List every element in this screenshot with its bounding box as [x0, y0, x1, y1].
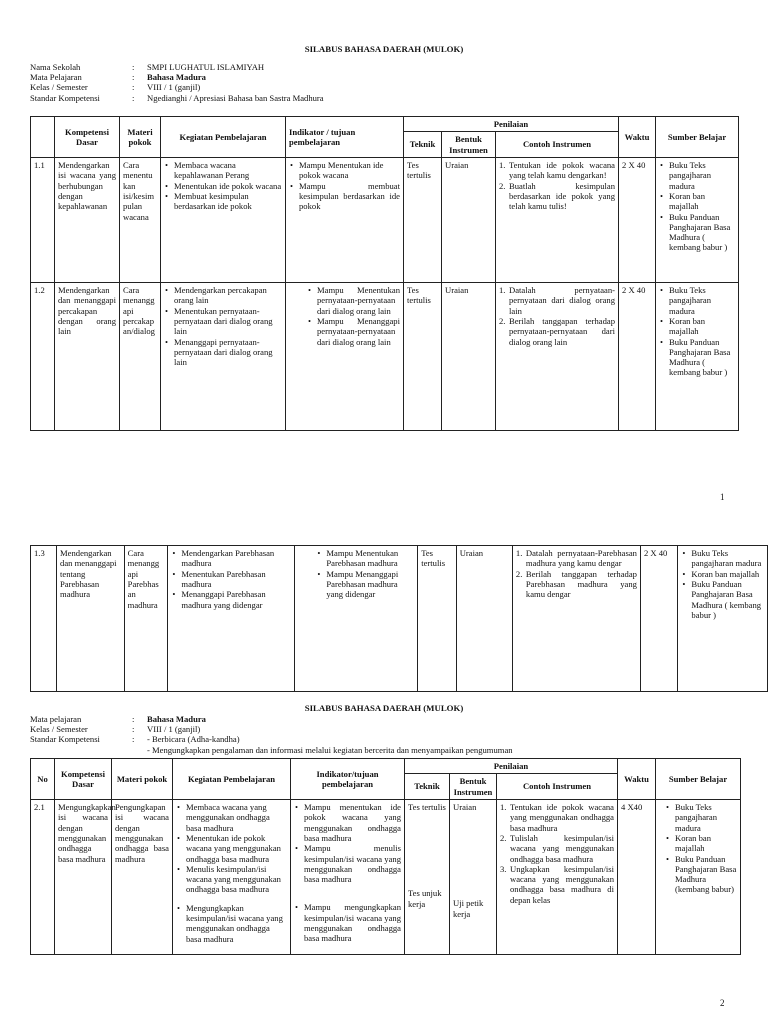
bentuk-text: Uraian: [453, 801, 477, 812]
list-item-text: Berilah tanggapan terhadap Parebhasan madhura yang kamu dengar: [525, 568, 637, 600]
page1-title: SILABUS BAHASA DAERAH (MULOK): [304, 44, 464, 54]
header-bentuk: Bentuk Instrumen: [442, 132, 496, 158]
meta-value: Bahasa Madura: [147, 714, 206, 724]
list-item: • Mampu menentukan ide pokok wacana yang menggunakan ondhagga basa madhura: [294, 802, 401, 843]
header-waktu: Waktu: [619, 117, 656, 158]
meta-value: - Mengungkapkan pengalaman dan informasi melalui kegiatan bercerita dan menyampaikan pengumuman: [147, 744, 513, 755]
list-item-text: Tentukan ide pokok wacana yang menggunakan ondhagga basa madhura: [510, 801, 614, 833]
row-number: 1.3: [31, 546, 57, 692]
bentuk-cell: Uraian: [442, 282, 496, 430]
header-waktu: Waktu: [618, 759, 656, 800]
kompetensi-cell: Mendengarkan dan menanggapi percakapan dengan orang lain: [55, 282, 120, 430]
header-teknik: Teknik: [405, 774, 450, 800]
syllabus-table-continued: [30, 545, 768, 692]
list-item: • Mampu mengungkapkan kesimpulan/isi wacana yang menggunakan ondhagga basa madhura: [294, 902, 401, 943]
page1-meta: [30, 62, 730, 103]
waktu-cell: 2 X 40: [619, 157, 656, 282]
list-item: • Koran ban majallah: [659, 316, 735, 337]
list-item: • Mendengarkan percakapan orang lain: [164, 285, 282, 306]
meta-label: [30, 745, 132, 755]
table-row: [31, 799, 741, 954]
header-contoh: Contoh Instrumen: [497, 774, 618, 800]
colon: :: [132, 734, 135, 745]
teknik-cell: Tes tertulis: [404, 282, 442, 430]
list-item: • Membuat kesimpulan berdasarkan ide pokok: [164, 191, 282, 212]
bentuk-cell: Uraian: [442, 157, 496, 282]
meta-label: Nama Sekolah: [30, 62, 81, 72]
list-item: • Menanggapi Parebhasan madhura yang didengar: [171, 589, 291, 610]
list-item: • Koran ban majallah: [665, 833, 737, 854]
sumber-cell: [678, 546, 768, 692]
meta-label: Standar Kompetensi: [30, 734, 100, 745]
indikator-cell: [291, 799, 405, 954]
list-item: • Koran ban majallah: [659, 191, 735, 212]
colon: :: [132, 72, 135, 83]
list-item: • Menentukan pernyataan-pernyataan dari dialog orang lain: [164, 306, 282, 337]
list-item: 2. Berilah tanggapan terhadap pernyataan-pernyataan dari dialog orang lain: [499, 315, 615, 347]
list-item: • Mengungkapkan kesimpulan/isi wacana yang menggunakan ondhagga basa madhura: [176, 903, 287, 944]
header-penilaian: Penilaian: [405, 759, 618, 774]
list-item: • Membaca wacana kepahlawanan Perang: [164, 160, 282, 181]
list-item: • Buku Panduan Panghajaran Basa Madhura (kembang babur): [665, 854, 737, 895]
list-item: 1. Datalah pernyataan-Parebhasan madhura yang kamu dengar: [515, 548, 637, 569]
meta-label: Kelas / Semester: [30, 724, 88, 735]
bentuk-cell: [450, 799, 497, 954]
meta-value: VIII / 1 (ganjil): [147, 724, 201, 735]
contoh-cell: [496, 157, 619, 282]
waktu-cell: 2 X 40: [619, 282, 656, 430]
colon: :: [132, 62, 135, 72]
list-item: • Menentukan ide pokok wacana yang menggunakan ondhagga basa madhura: [176, 833, 287, 864]
list-item: • Buku Teks pangajharan madura: [659, 285, 735, 316]
meta-value: Bahasa Madura: [147, 72, 206, 83]
teknik-cell: Tes tertulis: [418, 546, 457, 692]
materi-cell: Cara menangg api percakap an/dialog: [120, 282, 161, 430]
kompetensi-cell: Mendengarkan isi wacana yang berhubungan dengan kepahlawanan: [55, 157, 120, 282]
indikator-cell: [286, 282, 404, 430]
header-kegiatan: Kegiatan Pembelajaran: [173, 759, 291, 800]
list-item: 2. Buatlah kesimpulan berdasarkan ide pokok yang telah kamu tulis!: [499, 180, 615, 212]
meta-value: VIII / 1 (ganjil): [147, 82, 201, 93]
materi-cell: Cara menangg api Parebhas an madhura: [124, 546, 168, 692]
list-item: • Menanggapi pernyataan-pernyataan dari dialog orang lain: [164, 337, 282, 368]
list-item: • Koran ban majallah: [681, 569, 764, 579]
list-item-text: Berilah tanggapan terhadap pernyataan-pernyataan dari dialog orang lain: [509, 315, 615, 347]
kegiatan-cell: [168, 546, 295, 692]
list-item: • Menentukan ide pokok wacana: [164, 181, 282, 191]
header-kegiatan: Kegiatan Pembelajaran: [161, 117, 286, 158]
page2-title: SILABUS BAHASA DAERAH (MULOK): [304, 703, 464, 713]
header-teknik: Teknik: [404, 132, 442, 158]
header-materi: Materi pokok: [112, 759, 173, 800]
list-item: • Mendengarkan Parebhasan madhura: [171, 548, 291, 569]
table-row: [31, 157, 739, 282]
list-item: • Buku Teks pangajharan madura: [665, 802, 737, 833]
meta-value: SMPI LUGHATUL ISLAMIYAH: [147, 62, 265, 72]
list-item: 2. Berilah tanggapan terhadap Parebhasan madhura yang kamu dengar: [515, 568, 637, 600]
header-bentuk: Bentuk Instrumen: [450, 774, 497, 800]
header-sumber: Sumber Belajar: [656, 117, 739, 158]
contoh-cell: [497, 799, 618, 954]
sumber-cell: [656, 799, 741, 954]
list-item: • Buku Panduan Panghajaran Basa Madhura ( kembang babur ): [681, 579, 764, 620]
contoh-cell: [512, 546, 640, 692]
meta-label: Standar Kompetensi: [30, 92, 100, 103]
kegiatan-cell: [161, 157, 286, 282]
colon: :: [132, 714, 135, 724]
list-item-text: Tulislah kesimpulan/isi wacana yang menggunakan ondhagga basa madhura: [510, 832, 614, 864]
teknik-cell: Tes tertulis: [404, 157, 442, 282]
colon: :: [132, 82, 135, 93]
bentuk-text: Uji petik kerja: [453, 898, 484, 919]
header-indikator: Indikator / tujuan pembelajaran: [286, 117, 404, 158]
list-item: • Mampu menulis kesimpulan/isi wacana yang menggunakan ondhagga basa madhura: [294, 843, 401, 884]
list-item: • Mampu Menentukan Parebhasan madhura: [316, 548, 414, 569]
list-item: • Menentukan Parebhasan madhura: [171, 569, 291, 590]
header-no: No: [31, 759, 55, 800]
colon: :: [132, 92, 135, 103]
header-contoh: Contoh Instrumen: [496, 132, 619, 158]
list-item: • Mampu Menentukan ide pokok wacana: [289, 160, 400, 181]
page-number: 2: [720, 998, 725, 1008]
row-number: 1.1: [31, 157, 55, 282]
list-item: • Buku Teks pangajharan madura: [659, 160, 735, 191]
page2-meta: [30, 714, 730, 755]
teknik-cell: [405, 799, 450, 954]
list-item: 2. Tulislah kesimpulan/isi wacana yang menggunakan ondhagga basa madhura: [500, 832, 614, 864]
header-kompetensi: Kompetensi Dasar: [55, 759, 112, 800]
meta-value: Ngedianghi / Apresiasi Bahasa ban Sastra Madhura: [147, 92, 324, 103]
waktu-cell: 2 X 40: [640, 546, 677, 692]
waktu-cell: 4 X40: [618, 799, 656, 954]
materi-cell: Pengungkapan isi wacana dengan menggunakan ondhagga basa madhura: [112, 799, 173, 954]
materi-cell: Cara menentu kan isi/kesim pulan wacana: [120, 157, 161, 282]
meta-label: Mata Pelajaran: [30, 72, 82, 83]
meta-label: Mata pelajaran: [30, 714, 82, 724]
list-item-text: Tentukan ide pokok wacana yang telah kamu dengarkan!: [509, 159, 615, 181]
teknik-text: Tes unjuk kerja: [408, 888, 442, 909]
list-item: 1. Tentukan ide pokok wacana yang telah kamu dengarkan!: [499, 159, 615, 181]
kompetensi-cell: Mendengarkan dan menanggapi tentang Parebhasan madhura: [57, 546, 125, 692]
row-number: 1.2: [31, 282, 55, 430]
header-materi: Materi pokok: [120, 117, 161, 158]
header-indikator: Indikator/tujuan pembelajaran: [291, 759, 405, 800]
list-item: • Buku Teks pangajharan madura: [681, 548, 764, 569]
meta-value: - Berbicara (Adha-kandha): [147, 734, 240, 745]
list-item-text: Datalah pernyataan-Parebhasan madhura yang kamu dengar: [525, 548, 637, 569]
syllabus-table-2: [30, 758, 741, 955]
teknik-text: Tes tertulis: [408, 801, 446, 812]
meta-label: Kelas / Semester: [30, 82, 88, 93]
list-item-text: Buatlah kesimpulan berdasarkan ide pokok yang telah kamu tulis!: [509, 180, 615, 212]
table-row: [31, 282, 739, 430]
list-item: • Buku Panduan Panghajaran Basa Madhura ( kembang babur ): [659, 337, 735, 378]
list-item: 3. Ungkapkan kesimpulan/isi wacana yang menggunakan ondhagga basa madhura di depan kelas: [500, 863, 614, 905]
row-number: 2.1: [31, 799, 55, 954]
header-no: [31, 117, 55, 158]
list-item: 1. Tentukan ide pokok wacana yang menggunakan ondhagga basa madhura: [500, 801, 614, 833]
list-item: • Menulis kesimpulan/isi wacana yang menggunakan ondhagga basa madhura: [176, 864, 287, 895]
kegiatan-cell: [161, 282, 286, 430]
list-item: • Buku Panduan Panghajaran Basa Madhura ( kembang babur ): [659, 212, 735, 253]
sumber-cell: [656, 282, 739, 430]
kegiatan-cell: [173, 799, 291, 954]
list-item: • Mampu membuat kesimpulan berdasarkan ide pokok: [289, 181, 400, 212]
page-number: 1: [720, 492, 725, 502]
list-item: • Mampu Menanggapi pernyataan-pernyataan dari dialog orang lain: [307, 316, 400, 347]
list-item: • Membaca wacana yang menggunakan ondhagga basa madhura: [176, 802, 287, 833]
syllabus-table-1: [30, 116, 739, 431]
header-kompetensi: Kompetensi Dasar: [55, 117, 120, 158]
list-item-text: Ungkapkan kesimpulan/isi wacana yang menggunakan ondhagga basa madhura di depan kelas: [510, 863, 614, 905]
indikator-cell: [286, 157, 404, 282]
header-penilaian: Penilaian: [404, 117, 619, 132]
kompetensi-cell: Mengungkapkan isi wacana dengan menggunakan ondhagga basa madhura: [55, 799, 112, 954]
indikator-cell: [295, 546, 418, 692]
table-row: [31, 546, 768, 692]
list-item: • Mampu Menentukan pernyataan-pernyataan dari dialog orang lain: [307, 285, 400, 316]
bentuk-cell: Uraian: [456, 546, 512, 692]
contoh-cell: [496, 282, 619, 430]
colon: :: [132, 724, 135, 735]
sumber-cell: [656, 157, 739, 282]
list-item-text: Datalah pernyataan-pernyataan dari dialog orang lain: [509, 284, 615, 316]
list-item: • Mampu Menanggapi Parebhasan madhura yang didengar: [316, 569, 414, 600]
list-item: 1. Datalah pernyataan-pernyataan dari dialog orang lain: [499, 284, 615, 316]
header-sumber: Sumber Belajar: [656, 759, 741, 800]
